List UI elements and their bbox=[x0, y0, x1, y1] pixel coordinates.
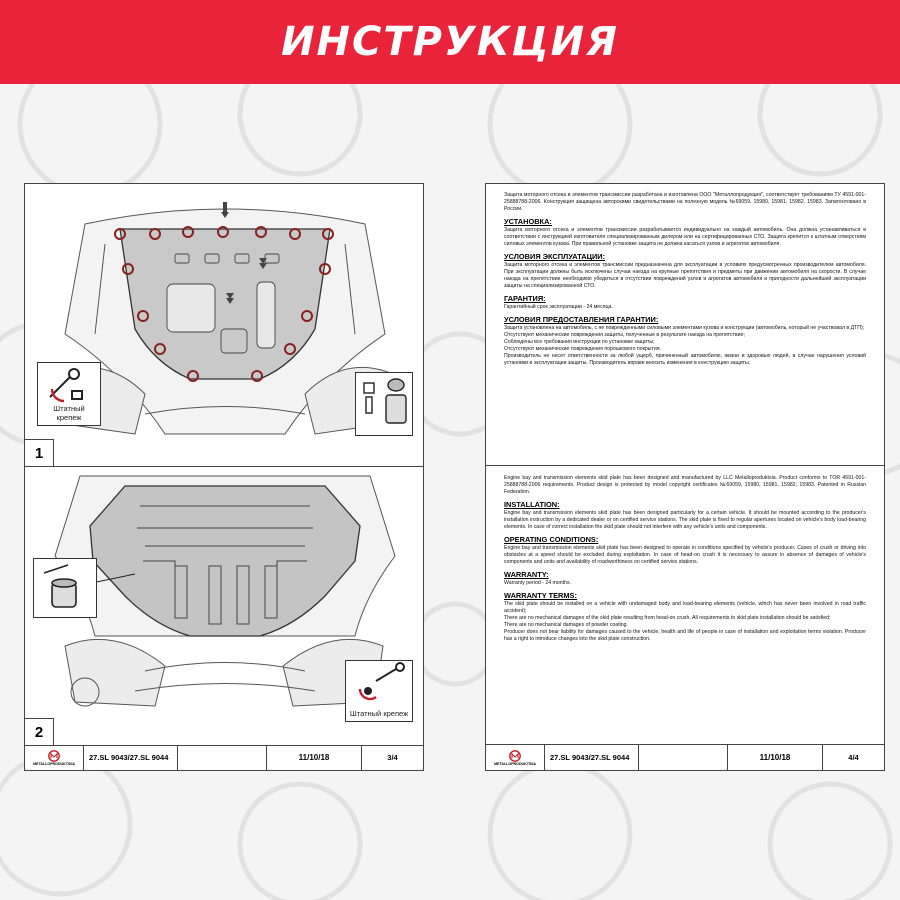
brand-logo-icon bbox=[47, 750, 61, 762]
section-text: Защита моторного отсека и элементов трансмиссии разрабатывается индивидуально на каждый автомобиль. Она должна устанавливаться в соответствии с инструкцией изготовителя специализированным дилером или на сертифицированных СТО. Защита крепится к штатным отверстиям силовых элементов кузова. При правильной установке защита не должна касаться узлов и агрегатов автомобиля. bbox=[504, 227, 866, 247]
section-text: There are no mechanical damages of powder coating. bbox=[504, 622, 628, 628]
inset-label: Штатный крепеж bbox=[53, 404, 85, 422]
page-title: ИНСТРУКЦИЯ bbox=[281, 19, 619, 65]
inset-standard-fastener-2 bbox=[345, 660, 413, 722]
section-text: Отсутствуют механические повреждения порошкового покрытия. bbox=[504, 346, 662, 352]
wrench-icon bbox=[346, 661, 412, 707]
clip-nut-icon bbox=[34, 559, 96, 617]
section-text: Соблюдены все требования инструкции по установке защиты; bbox=[504, 339, 655, 345]
title-block-blank bbox=[639, 745, 728, 770]
section-text: Гарантийный срок эксплуатации - 24 месяца. bbox=[504, 304, 613, 310]
section-text: There are no mechanical damages of the skid plate resulting from head-on crush. All requirements to skid plate installation should be satisfied; bbox=[504, 615, 831, 621]
instruction-sheet-left bbox=[24, 183, 424, 771]
diagram-panel-1 bbox=[25, 184, 423, 467]
instructions-russian bbox=[486, 184, 884, 466]
panel-number: 2 bbox=[25, 718, 54, 745]
section-text: The skid plate should be installed on a vehicle with undamaged body and load-bearing elements (vehicle, which has never been involved in road traffic accident); bbox=[504, 601, 866, 614]
inset-bolt-detail bbox=[355, 372, 413, 436]
instruction-sheet-right bbox=[485, 183, 885, 771]
document-date: 11/10/18 bbox=[728, 745, 823, 770]
brand-logo-icon bbox=[508, 750, 522, 762]
section-heading: WARRANTY TERMS: bbox=[504, 591, 577, 600]
section-text: Engine bay and transmission elements skid plate has been designed to operate in conditions specified by vehicle's producer. Cases of crush or driving into obstacles at a speed should be excluded during exploitation. In case of head-on crush it is necessary to assure in absence of damages of vehicle's components and units and availability of roadworthiness on certified service stations. bbox=[504, 545, 866, 565]
document-date: 11/10/18 bbox=[267, 745, 362, 770]
product-code: 27.SL 9043/27.SL 9044 bbox=[84, 745, 178, 770]
page-number: 3/4 bbox=[387, 753, 398, 762]
section-heading: INSTALLATION: bbox=[504, 500, 560, 509]
brand-logo bbox=[486, 745, 545, 770]
section-heading: OPERATING CONDITIONS: bbox=[504, 535, 599, 544]
title-block bbox=[486, 745, 884, 770]
intro-paragraph: Engine bay and transmission elements skid plate has been designed and manufactured by LLC Metalloproduktsia. Product conforms to TOR 4591-001-25888788-2006 requirements. Product design is protected by model copyright certificates №69059, 15980, 15981, 15982, 15983. Patented in Russian Federation. bbox=[504, 475, 866, 495]
instructions-english bbox=[486, 466, 884, 745]
header-banner bbox=[0, 0, 900, 84]
intro-paragraph: Защита моторного отсека и элементов трансмиссии разработана и изготовлена ООО "Металлопродукция", соответствует требованиям ТУ 4591-001-25888788-2006. Конструкция защищена авторскими свидетельствами на полезную модель №69059, 15980, 15981, 15982, 15983. Запатентовано в России. bbox=[504, 192, 866, 212]
section-text: Отсутствуют механические повреждения защиты, полученные в результате наезда на препятствие; bbox=[504, 332, 745, 338]
title-block-blank bbox=[178, 745, 267, 770]
inset-label: Штатный крепеж bbox=[349, 709, 409, 718]
product-code: 27.SL 9043/27.SL 9044 bbox=[545, 745, 639, 770]
section-heading: УСЛОВИЯ ПРЕДОСТАВЛЕНИЯ ГАРАНТИИ: bbox=[504, 315, 659, 324]
section-text: Producer does not bear liability for damages caused to the vehicle, health and life of people in case of installation and exploitation terms violation. Producer has a right to introduce changes into the skid plate construction. bbox=[504, 629, 866, 642]
diagram-panel-2 bbox=[25, 466, 423, 746]
section-heading: УСЛОВИЯ ЭКСПЛУАТАЦИИ: bbox=[504, 252, 606, 261]
section-heading: WARRANTY: bbox=[504, 570, 549, 579]
bolt-cage-nut-icon bbox=[356, 373, 412, 435]
section-text: Защита установлена на автомобиль, с не поврежденными силовыми элементами кузова и конструкции (автомобиль, который не участвовал в ДТП); bbox=[504, 325, 865, 331]
brand-logo-text: METALLOPRODUKTSIIA bbox=[494, 761, 536, 766]
section-heading: ГАРАНТИЯ: bbox=[504, 294, 546, 303]
brand-logo bbox=[25, 745, 84, 770]
page-number: 4/4 bbox=[848, 753, 859, 762]
section-text: Warranty period - 24 months. bbox=[504, 580, 571, 586]
inset-clip-detail bbox=[33, 558, 97, 618]
brand-logo-text: METALLOPRODUKTSIIA bbox=[33, 761, 75, 766]
section-text: Защита моторного отсека и элементов трансмиссии предназначена для эксплуатации в условиях предусмотренных производителем автомобиля. При эксплуатации должны быть исключены случаи наезда на крупные препятствия и предметы при движении автомобиля на скорости. В случае наезда на препятствие необходимо убедиться в отсутствии повреждений узлов и агрегатов автомобиля и пригодности дальнейшей эксплуатации защиты на специализированной СТО. bbox=[504, 262, 866, 289]
panel-number: 1 bbox=[25, 439, 54, 466]
section-text: Engine bay and transmission elements skid plate has been designed particularly for a certain vehicle. It should be mounted according to the producer's installation instruction by a dedicated dealer or on certified service stations. The skid plate is fixed to regular apertures located on vehicle's body load-bearing elements. In case of correct installation the skid plate should not interfere with any vehicle's units and components. bbox=[504, 510, 866, 530]
section-text: Производитель не несет ответственности за любой ущерб, причиненный автомобилю, жизни и здоровью людей, в случае нарушения условий установки и эксплуатации защиты. Производитель вправе вносить изменения в конструкцию защиты. bbox=[504, 353, 866, 366]
inset-standard-fastener-1 bbox=[37, 362, 101, 426]
section-heading: УСТАНОВКА: bbox=[504, 217, 552, 226]
title-block bbox=[25, 745, 423, 770]
